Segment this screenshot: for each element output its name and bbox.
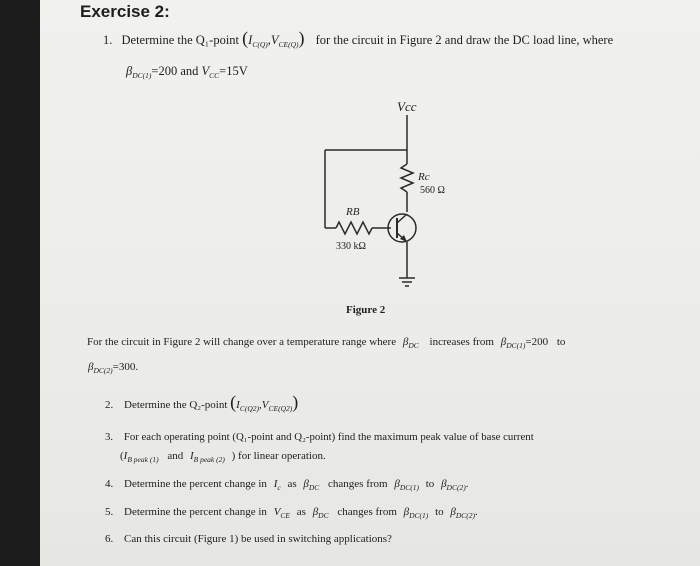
q4-beta-sub: DC: [308, 483, 320, 492]
q3-tail: ) for linear operation.: [231, 450, 326, 462]
q1-vcc-value: =15V: [219, 64, 248, 78]
q5-changes: changes from: [337, 506, 397, 518]
intro-beta1-value: =200: [525, 336, 549, 348]
question-2: [105, 392, 299, 413]
q2-comma: ,: [259, 399, 262, 411]
intro-beta2: β: [88, 361, 94, 373]
q5-beta-from: β: [403, 506, 410, 518]
q6-text: Can this circuit (Figure 1) be used in switching applications?: [124, 533, 392, 545]
intro-line-1: [87, 336, 565, 348]
q2-sub-ceq: CE(Q2): [268, 404, 293, 413]
q1-text-a: Determine the Q₁-point: [121, 33, 240, 47]
vcc-label: Vcc: [397, 99, 417, 114]
q4-text: Determine the percent change in: [124, 478, 267, 490]
rc-resistor: [401, 164, 413, 192]
q5-end: .: [475, 506, 478, 518]
q5-var: V: [273, 506, 281, 518]
q5-beta-sub: DC: [318, 511, 329, 520]
q1-vcc-sub: CC: [209, 71, 220, 80]
figure-caption: Figure 2: [346, 304, 386, 316]
q2-var-ic: I: [236, 399, 240, 411]
q3-var-a: I: [123, 450, 128, 462]
q2-paren-open: (: [230, 392, 237, 412]
intro-beta1: β: [500, 336, 507, 348]
q2-number: 2.: [105, 399, 114, 411]
intro-to: to: [556, 336, 566, 348]
q1-sub-cq: C(Q): [252, 40, 268, 49]
q4-as: as: [287, 478, 297, 490]
q4-var-sub: c: [277, 483, 281, 492]
exercise-title: Exercise 2:: [80, 2, 170, 21]
q2-text: Determine the Q₂-point: [124, 399, 228, 411]
q3-text: For each operating point (Q₁-point and Q₂-point) find the maximum peak value of base current: [123, 431, 534, 443]
question-3-line-2: [120, 450, 326, 462]
question-3-line-1: [105, 431, 534, 443]
q3-number: 3.: [105, 431, 114, 443]
q4-beta: β: [303, 478, 309, 490]
q5-to: to: [435, 506, 444, 518]
intro-text-a: For the circuit in Figure 2 will change over a temperature range where: [87, 336, 397, 348]
q5-to-sub: DC(2): [455, 511, 476, 520]
intro-beta2-value: =300.: [112, 361, 139, 373]
q5-as: as: [296, 506, 306, 518]
rb-value: 330 kΩ: [336, 241, 366, 252]
q1-number: 1.: [103, 33, 113, 47]
q1-text-b: for the circuit in Figure 2 and draw the DC load line, where: [315, 33, 614, 47]
rb-resistor: [336, 222, 372, 234]
q5-number: 5.: [105, 506, 114, 518]
q3-paren-open: (: [120, 450, 124, 462]
q2-var-vce: V: [261, 399, 269, 411]
q1-beta-sub: DC(1): [132, 71, 152, 80]
q3-sub-a: B peak (1): [127, 455, 159, 464]
intro-beta: β: [402, 336, 409, 348]
rc-label: Rc: [418, 171, 430, 183]
q3-sub-b: B peak (2): [193, 455, 225, 464]
q1-vcc: V: [201, 64, 210, 78]
q4-from-sub: DC(1): [399, 483, 419, 492]
rb-label: RB: [346, 206, 360, 218]
q3-and: and: [167, 450, 184, 462]
rc-value: 560 Ω: [420, 185, 445, 196]
q1-var-vce: V: [270, 33, 279, 47]
q4-number: 4.: [105, 478, 114, 490]
intro-beta-sub: DC: [408, 341, 419, 350]
q4-to-sub: DC(2): [446, 483, 466, 492]
q2-sub-cq: C(Q2): [239, 404, 260, 413]
q6-number: 6.: [105, 533, 114, 545]
q1-comma: ,: [267, 33, 271, 47]
intro-beta1-sub: DC(1): [506, 341, 526, 350]
q4-end: .: [465, 478, 469, 490]
q2-paren-close: ): [292, 392, 299, 412]
q5-from-sub: DC(1): [409, 511, 429, 520]
question-5: [105, 506, 478, 518]
q5-text: Determine the percent change in: [124, 506, 267, 518]
q1-paren-open: (: [242, 28, 249, 48]
q5-beta-to: β: [450, 506, 456, 518]
q1-paren-close: ): [298, 28, 305, 48]
q4-var: I: [273, 478, 278, 490]
q1-beta: β: [126, 64, 133, 78]
intro-text-b: increases from: [429, 336, 494, 348]
question-4: [105, 478, 468, 490]
q3-var-b: I: [189, 450, 194, 462]
intro-line-2: [88, 361, 138, 373]
q4-changes: changes from: [328, 478, 388, 490]
question-6: [105, 533, 392, 545]
q4-beta-to: β: [441, 478, 447, 490]
q5-beta: β: [312, 506, 319, 518]
q1-beta-value: =200 and: [151, 64, 199, 78]
transistor-collector: [397, 214, 407, 223]
q4-to: to: [425, 478, 435, 490]
q4-beta-from: β: [394, 478, 400, 490]
q5-var-sub: CE: [280, 511, 291, 520]
q1-var-ic: I: [248, 33, 253, 47]
intro-beta2-sub: DC(2): [93, 366, 113, 375]
q1-sub-ceq: CE(Q): [278, 40, 299, 49]
